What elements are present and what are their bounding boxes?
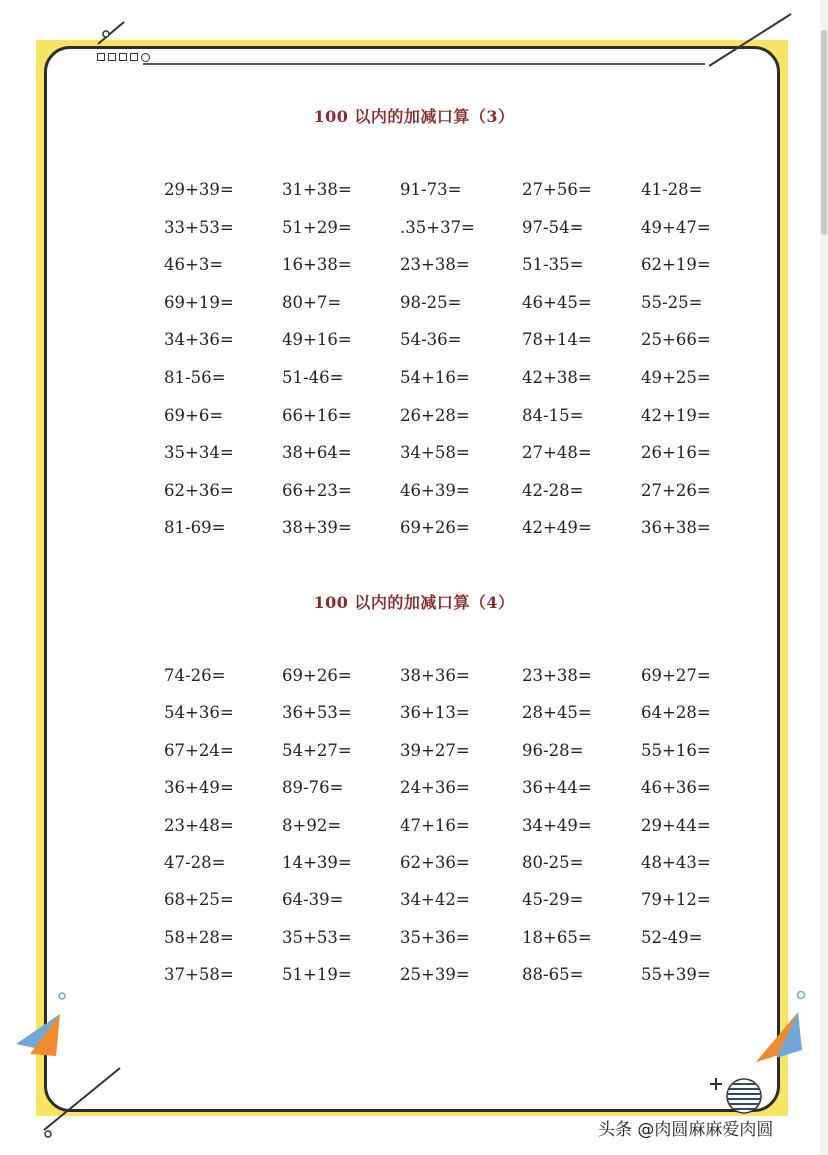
plus-icon <box>708 1076 724 1092</box>
math-problem: 46+45= <box>522 292 592 312</box>
math-problem: 36+49= <box>164 778 234 798</box>
math-problem: 69+27= <box>641 666 711 685</box>
math-problem: 88-65= <box>522 965 584 985</box>
math-problem: 29+44= <box>641 815 711 835</box>
math-problem: .35+37= <box>400 217 475 237</box>
math-problem: 84-15= <box>522 405 584 425</box>
math-problem: 36+38= <box>641 518 711 538</box>
math-problem: 24+36= <box>400 778 470 798</box>
math-problem: 62+36= <box>164 480 234 500</box>
math-problem: 96-28= <box>522 740 584 760</box>
math-problem: 54+16= <box>400 368 470 387</box>
math-problem: 54+36= <box>164 703 234 723</box>
section-title-4: 100 以内的加减口算（4） <box>313 593 515 612</box>
math-problem: 36+13= <box>400 703 470 723</box>
math-problem: 42+19= <box>641 405 711 425</box>
math-problem: 27+56= <box>522 180 592 199</box>
math-problem: 46+39= <box>400 480 470 500</box>
slash-deco-bottom-left <box>40 1060 130 1145</box>
math-problem: 18+65= <box>522 927 592 947</box>
square-icon <box>130 53 138 61</box>
scrollbar-thumb[interactable] <box>821 30 827 235</box>
math-problem: 98-25= <box>400 292 462 312</box>
small-circle-icon <box>794 988 808 1002</box>
math-problem: 51-46= <box>282 368 344 387</box>
math-problem: 49+16= <box>282 330 352 350</box>
math-problem: 29+39= <box>164 180 234 199</box>
math-problem: 78+14= <box>522 330 592 350</box>
slash-deco-top-right <box>705 10 795 70</box>
worksheet-sheet <box>44 46 780 1112</box>
math-problem: 34+42= <box>400 890 470 910</box>
math-problem: 39+27= <box>400 740 470 760</box>
math-problem: 62+36= <box>400 853 470 872</box>
math-problem: 47-28= <box>164 853 226 872</box>
math-problem: 54-36= <box>400 330 462 350</box>
math-problem: 89-76= <box>282 778 344 798</box>
math-problem: 23+38= <box>522 666 592 685</box>
math-problem: 23+48= <box>164 815 234 835</box>
top-divider-line <box>143 63 705 65</box>
math-problem: 33+53= <box>164 217 234 237</box>
math-problem: 64-39= <box>282 890 344 910</box>
math-problem: 55+16= <box>641 740 711 760</box>
math-problem: 36+53= <box>282 703 352 723</box>
striped-circle-icon <box>724 1076 764 1116</box>
watermark-text: 头条 @肉圆麻麻爱肉圆 <box>598 1120 774 1140</box>
section-title-3: 100 以内的加减口算（3） <box>313 107 515 126</box>
math-problem: 49+47= <box>641 217 711 237</box>
math-problem: 28+45= <box>522 703 592 723</box>
math-problem: 42+38= <box>522 368 592 387</box>
small-circle-icon <box>56 990 68 1002</box>
math-problem: 34+49= <box>522 815 592 835</box>
math-problem: 66+23= <box>282 480 352 500</box>
math-problem: 64+28= <box>641 703 711 723</box>
math-problem: 36+44= <box>522 778 592 798</box>
math-problem: 54+27= <box>282 740 352 760</box>
math-problem: 34+58= <box>400 443 470 463</box>
square-icon <box>119 53 127 61</box>
math-problem: 41-28= <box>641 180 703 199</box>
math-problem: 51+19= <box>282 965 352 985</box>
math-problem: 35+53= <box>282 927 352 947</box>
math-problem: 14+39= <box>282 853 352 872</box>
math-problem: 23+38= <box>400 255 470 275</box>
math-problem: 35+36= <box>400 927 470 947</box>
math-problem: 49+25= <box>641 368 711 387</box>
math-problem: 51+29= <box>282 217 352 237</box>
top-decoration-squares <box>97 53 150 62</box>
math-problem: 25+66= <box>641 330 711 350</box>
math-problem: 81-69= <box>164 518 226 538</box>
math-problem: 69+6= <box>164 405 224 425</box>
math-problem: 8+92= <box>282 815 342 835</box>
math-problem: 69+19= <box>164 292 234 312</box>
math-problem: 55+39= <box>641 965 711 985</box>
square-icon <box>108 53 116 61</box>
math-problem: 48+43= <box>641 853 711 872</box>
math-problem: 31+38= <box>282 180 352 199</box>
math-problem: 80-25= <box>522 853 584 872</box>
math-problem: 46+36= <box>641 778 711 798</box>
math-problem: 74-26= <box>164 666 226 685</box>
scrollbar-track[interactable] <box>820 0 828 1155</box>
math-problem: 79+12= <box>641 890 711 910</box>
triangle-orange-icon <box>752 1006 804 1068</box>
math-problem: 46+3= <box>164 255 224 275</box>
math-problem: 80+7= <box>282 292 342 312</box>
math-problem: 27+26= <box>641 480 711 500</box>
triangle-blue-icon <box>14 1010 64 1060</box>
ring-icon <box>141 53 150 62</box>
math-problem: 25+39= <box>400 965 470 985</box>
math-problem: 62+19= <box>641 255 711 275</box>
math-problem: 68+25= <box>164 890 234 910</box>
math-problem: 55-25= <box>641 292 703 312</box>
math-problem: 58+28= <box>164 927 234 947</box>
slash-deco-top-left <box>90 18 130 48</box>
math-problem: 67+24= <box>164 740 234 760</box>
math-problem: 26+28= <box>400 405 470 425</box>
math-problem: 37+58= <box>164 965 234 985</box>
math-problem: 16+38= <box>282 255 352 275</box>
square-icon <box>97 53 105 61</box>
math-problem: 42+49= <box>522 518 592 538</box>
math-problem: 91-73= <box>400 180 462 199</box>
math-problem: 38+36= <box>400 666 470 685</box>
math-problem: 27+48= <box>522 443 592 463</box>
math-problem: 69+26= <box>400 518 470 538</box>
math-problem: 51-35= <box>522 255 584 275</box>
math-problem: 69+26= <box>282 666 352 685</box>
math-problem: 35+34= <box>164 443 234 463</box>
math-problem: 47+16= <box>400 815 470 835</box>
math-problem: 52-49= <box>641 927 703 947</box>
math-problem: 38+64= <box>282 443 352 463</box>
math-problem: 26+16= <box>641 443 711 463</box>
math-problem: 45-29= <box>522 890 584 910</box>
math-problem: 34+36= <box>164 330 234 350</box>
math-problem: 66+16= <box>282 405 352 425</box>
math-problem: 38+39= <box>282 518 352 538</box>
math-problem: 81-56= <box>164 368 226 387</box>
math-problem: 97-54= <box>522 217 584 237</box>
math-problem: 42-28= <box>522 480 584 500</box>
